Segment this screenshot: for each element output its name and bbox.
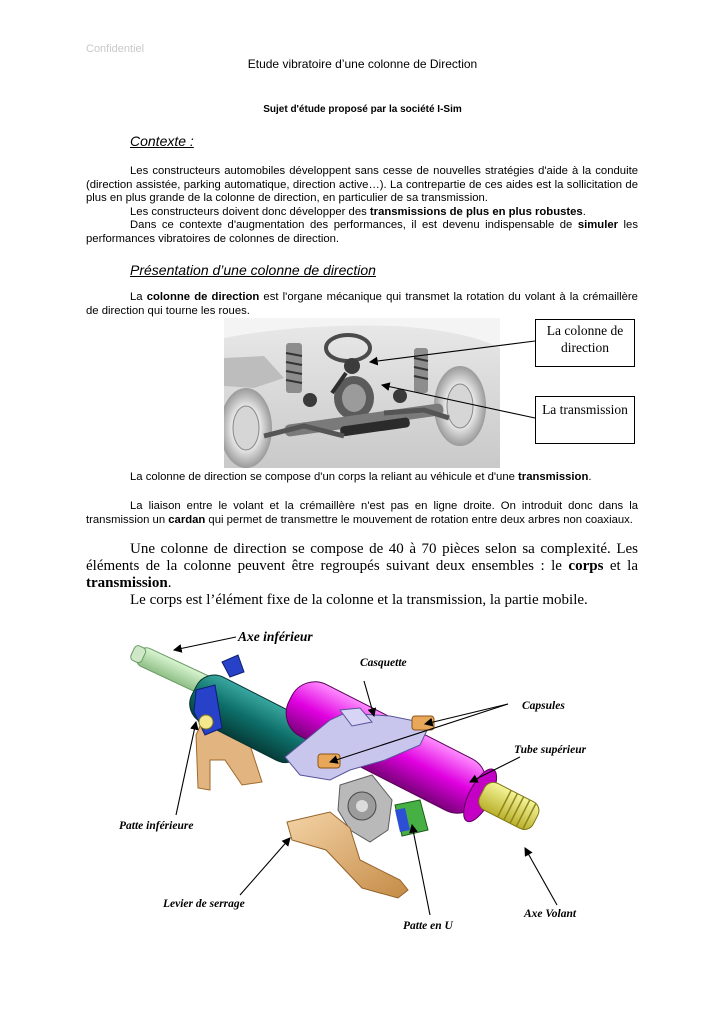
section-title-contexte: Contexte : <box>130 133 194 149</box>
axe-volant-part <box>475 779 542 833</box>
contexte-p2-bold: transmissions de plus en plus robustes <box>369 205 583 218</box>
presentation-paragraph-1 <box>86 291 638 318</box>
label-patte-en-u: Patte en U <box>403 920 453 932</box>
presentation-p1-end: est l'organe mécanique qui transmet la rotation du volant à la crémaillère de direction qui tourne les roues. <box>86 291 638 317</box>
presentation-p3-bold-transmission: transmission <box>86 575 168 591</box>
caption-bold: transmission <box>518 471 589 483</box>
presentation-p3-text: Une colonne de direction se compose de 40 à 70 pièces selon sa complexité. Les éléments de la colonne peuvent être regroupés suivant deux ensembles : le <box>86 541 638 574</box>
arrow-patte-inferieure <box>176 722 196 815</box>
contexte-paragraph-1: Les constructeurs automobiles développent sans cesse de nouvelles stratégies d'aide à la conduite (direction assistée, parking automatique, direction active…). La contrepartie de ces aides est la sollicitation de plus en plus grande de la colonne de direction, en particulier de sa transmission. <box>86 165 638 205</box>
arrow-axe-volant <box>525 848 557 905</box>
presentation-p1-bold: colonne de direction <box>146 291 260 303</box>
presentation-paragraphs-serif <box>86 541 638 609</box>
section-title-presentation: Présentation d’une colonne de direction <box>130 262 376 278</box>
contexte-p3-text: Dans ce contexte d'augmentation des performances, il est devenu indispensable de <box>130 219 578 232</box>
caption-end: . <box>588 471 592 483</box>
arrow-capsule-right <box>425 704 508 724</box>
contexte-p3-bold: simuler <box>577 219 619 232</box>
arrow-patte-en-u <box>412 825 430 915</box>
callout-transmission: La transmission <box>535 396 635 444</box>
contexte-p2-end: . <box>582 205 586 218</box>
presentation-p3-bold-corps: corps <box>568 558 604 574</box>
contexte-paragraphs <box>86 165 638 247</box>
callout-colonne-de-direction: La colonne de direction <box>535 319 635 367</box>
label-axe-inferieur: Axe inférieur <box>238 629 313 644</box>
label-levier-de-serrage: Levier de serrage <box>163 898 245 910</box>
presentation-paragraph-3 <box>86 541 638 592</box>
contexte-paragraph-2 <box>86 206 638 220</box>
label-capsules: Capsules <box>522 700 565 712</box>
presentation-p3-mid: et la <box>603 558 638 574</box>
label-casquette: Casquette <box>360 657 407 669</box>
label-tube-superieur: Tube supérieur <box>514 744 587 756</box>
presentation-p2-end: qui permet de transmettre le mouvement de rotation entre deux arbres non coaxiaux. <box>205 513 633 526</box>
arrow-levier-de-serrage <box>240 838 290 895</box>
contexte-p3-end: les performances vibratoires de colonnes de direction. <box>86 219 638 245</box>
photo-caption <box>86 471 638 485</box>
steering-column-diagram <box>0 620 725 960</box>
capsule-left-part <box>318 754 340 768</box>
caption-text: La colonne de direction se compose d'un corps la reliant au véhicule et d'une <box>130 471 519 483</box>
presentation-p3-end: . <box>167 575 172 591</box>
presentation-paragraph-2 <box>86 500 638 527</box>
arrow-axe-inferieur <box>174 637 236 650</box>
presentation-p1-text: La <box>130 291 147 303</box>
document-subtitle: Sujet d'étude proposé par la société I-Sim <box>263 104 462 115</box>
label-patte-inferieure: Patte inférieure <box>119 820 194 832</box>
steering-system-photo <box>224 318 500 468</box>
document-title: Etude vibratoire d’une colonne de Direction <box>247 57 478 71</box>
contexte-paragraph-3 <box>86 219 638 246</box>
contexte-p2-text: Les constructeurs doivent donc développer des <box>130 205 370 218</box>
presentation-p2-text: La liaison entre le volant et la crémaillère n'est pas en ligne droite. On introduit donc dans la transmission un <box>86 500 638 526</box>
confidential-watermark: Confidentiel <box>86 43 145 55</box>
label-axe-volant: Axe Volant <box>524 908 577 920</box>
presentation-paragraph-4: Le corps est l’élément fixe de la colonne et la transmission, la partie mobile. <box>130 592 588 608</box>
presentation-p2-bold: cardan <box>168 513 206 526</box>
